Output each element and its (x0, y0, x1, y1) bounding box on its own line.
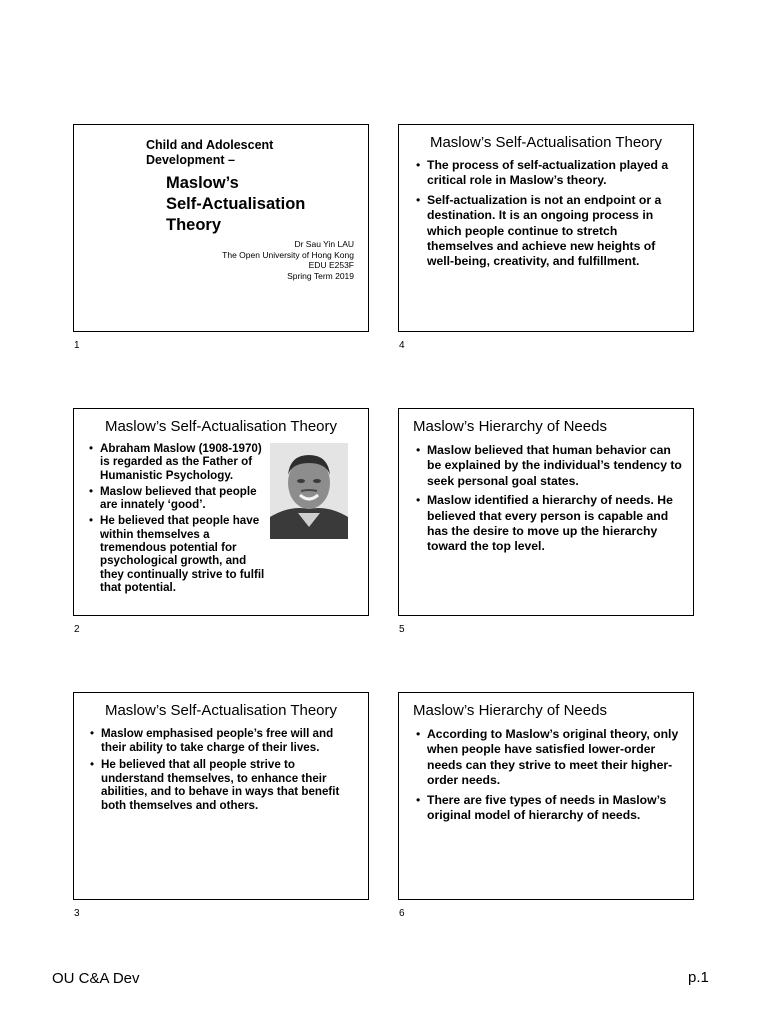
slide-4 (398, 124, 694, 332)
slide-2 (73, 408, 369, 616)
slide-1-subtitle: Child and Adolescent Development – (146, 138, 274, 167)
bullet-item: • Maslow believed that people are innately ‘good’. (87, 485, 267, 512)
bullet-item: • The process of self-actualization played a critical role in Maslow’s theory. (414, 158, 684, 189)
slide-6-number: 6 (399, 908, 405, 919)
slide-4-bullet-list (414, 158, 684, 274)
slide-1-title-line: Self-Actualisation (166, 195, 306, 213)
author-name: Dr Sau Yin LAU (294, 239, 354, 249)
term: Spring Term 2019 (287, 270, 354, 281)
slide-1 (73, 124, 369, 332)
slide-6-title: Maslow’s Hierarchy of Needs (413, 702, 607, 719)
slide-6-bullet-list (414, 727, 684, 827)
slide-5-number: 5 (399, 624, 405, 635)
slide-3-number: 3 (74, 908, 80, 919)
slide-6 (398, 692, 694, 900)
slide-3-title: Maslow’s Self-Actualisation Theory (104, 702, 338, 719)
slide-1-title-line: Maslow’s (166, 174, 239, 192)
bullet-item: • Maslow emphasised people’s free will and their ability to take charge of their lives. (88, 727, 354, 754)
slide-3 (73, 692, 369, 900)
slide-4-title: Maslow’s Self-Actualisation Theory (429, 134, 663, 151)
slide-2-number: 2 (74, 624, 80, 635)
bullet-item: • Maslow believed that human behavior can be explained by the individual’s tendency to seek personal goal states. (414, 443, 684, 489)
slide-1-author-block (222, 239, 354, 281)
bullet-item: • Maslow identified a hierarchy of needs. He believed that every person is capable and has the desire to move up the hierarchy toward the top level. (414, 493, 684, 555)
footer-page-number: p.1 (688, 969, 709, 986)
bullet-item: • There are five types of needs in Maslow’s original model of hierarchy of needs. (414, 793, 684, 824)
bullet-item: • According to Maslow’s original theory, only when people have satisfied lower-order needs can they strive to meet their higher-order needs. (414, 727, 684, 789)
slide-1-number: 1 (74, 340, 80, 351)
course-code: EDU E253F (308, 260, 354, 270)
slide-3-bullet-list (88, 727, 354, 817)
slide-5 (398, 408, 694, 616)
slide-2-title: Maslow’s Self-Actualisation Theory (104, 418, 338, 435)
portrait-photo (270, 443, 348, 539)
slide-5-bullet-list (414, 443, 684, 559)
portrait-illustration (270, 443, 348, 539)
slide-1-title-line: Theory (166, 216, 222, 234)
footer-course-label: OU C&A Dev (52, 970, 140, 987)
slide-4-number: 4 (399, 340, 405, 351)
bullet-item: • Abraham Maslow (1908-1970) is regarded as the Father of Humanistic Psychology. (87, 442, 267, 482)
bullet-item: • He believed that all people strive to understand themselves, to enhance their abilities, and to behave in ways that benefit both themselves and others. (88, 758, 354, 812)
slide-1-title (166, 173, 305, 236)
author-institution: The Open University of Hong Kong (222, 249, 354, 260)
bullet-item: • He believed that people have within themselves a tremendous potential for psychological growth, and they continually strive to fulfil that potential. (87, 514, 267, 594)
slide-2-bullet-list (87, 442, 267, 597)
slide-5-title: Maslow’s Hierarchy of Needs (413, 418, 607, 435)
bullet-item: • Self-actualization is not an endpoint or a destination. It is an ongoing process in which people continue to stretch themselves and achieve new heights of well-being, creativity, and fulfillment. (414, 193, 684, 270)
